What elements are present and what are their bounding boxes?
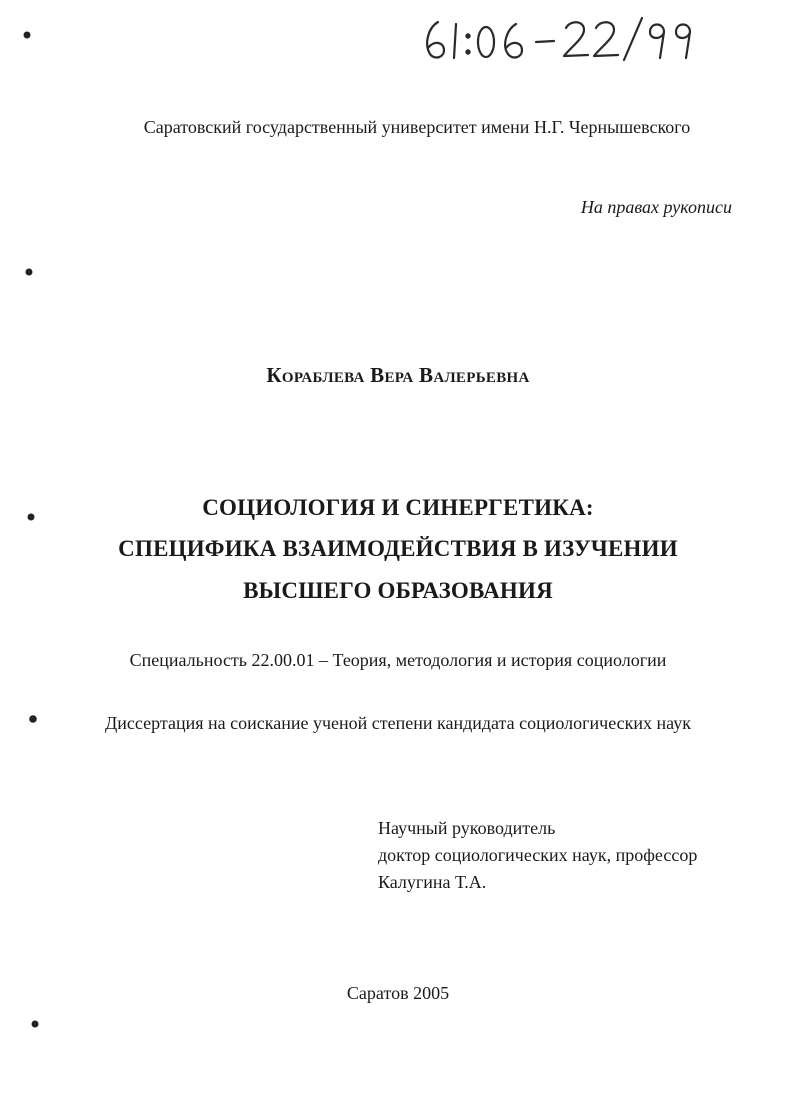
- scan-speck: [24, 267, 34, 277]
- supervisor-line: доктор социологических наук, профессор: [378, 845, 698, 865]
- place-year: Саратов 2005: [346, 983, 450, 1003]
- manuscript-note: На правах рукописи: [580, 197, 732, 217]
- scan-speck: [22, 30, 32, 40]
- supervisor-line: Научный руководитель: [378, 818, 556, 838]
- title-line: СОЦИОЛОГИЯ И СИНЕРГЕТИКА:: [202, 495, 594, 520]
- title-line: ВЫСШЕГО ОБРАЗОВАНИЯ: [243, 578, 553, 603]
- dissertation-line: Диссертация на соискание ученой степени кандидата социологических наук: [105, 713, 691, 733]
- handwritten-archive-code: [420, 10, 700, 66]
- specialty-line: Специальность 22.00.01 – Теория, методология и история социологии: [129, 650, 667, 670]
- title-line: СПЕЦИФИКА ВЗАИМОДЕЙСТВИЯ В ИЗУЧЕНИИ: [118, 536, 678, 561]
- scan-speck: [30, 1019, 40, 1029]
- university-name: Саратовский государственный университет имени Н.Г. Чернышевского: [143, 117, 691, 137]
- supervisor-line: Калугина Т.А.: [378, 872, 487, 892]
- author-name: Кораблева Вера Валерьевна: [266, 363, 530, 387]
